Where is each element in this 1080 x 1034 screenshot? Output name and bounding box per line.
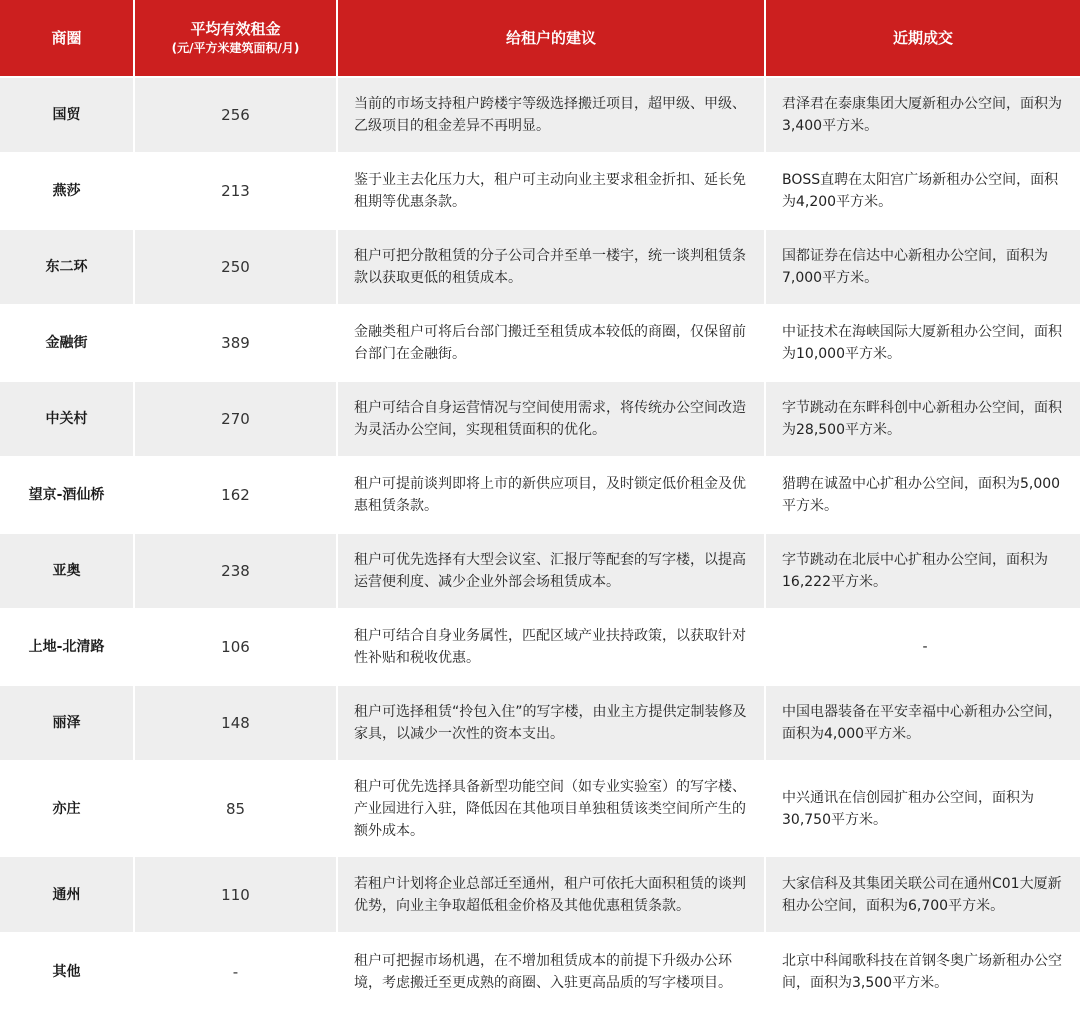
rent-cell: 148 xyxy=(135,686,338,762)
district-cell: 亦庄 xyxy=(0,762,135,857)
rent-cell: 106 xyxy=(135,610,338,686)
district-cell: 丽泽 xyxy=(0,686,135,762)
advice-cell: 租户可选择租赁“拎包入住”的写字楼，由业主方提供定制装修及家具，以减少一次性的资本支出。 xyxy=(338,686,766,762)
district-cell: 金融街 xyxy=(0,306,135,382)
header-rent xyxy=(135,0,338,78)
advice-cell: 当前的市场支持租户跨楼宇等级选择搬迁项目，超甲级、甲级、乙级项目的租金差异不再明显。 xyxy=(338,78,766,154)
deal-cell: - xyxy=(766,610,1080,686)
rent-cell: 250 xyxy=(135,230,338,306)
header-advice xyxy=(338,0,766,78)
advice-cell: 租户可优先选择具备新型功能空间（如专业实验室）的写字楼、产业园进行入驻，降低因在其他项目单独租赁该类空间所产生的额外成本。 xyxy=(338,762,766,857)
deal-cell: 中国电器装备在平安幸福中心新租办公空间，面积为4,000平方米。 xyxy=(766,686,1080,762)
deal-cell: 猎聘在诚盈中心扩租办公空间，面积为5,000平方米。 xyxy=(766,458,1080,534)
advice-cell: 租户可把握市场机遇，在不增加租赁成本的前提下升级办公环境，考虑搬迁至更成熟的商圈、入驻更高品质的写字楼项目。 xyxy=(338,934,766,1010)
header-rent-unit: (元/平方米建筑面积/月) xyxy=(171,41,300,55)
rent-cell: - xyxy=(135,934,338,1010)
deal-cell: 中兴通讯在信创园扩租办公空间，面积为30,750平方米。 xyxy=(766,762,1080,857)
rent-cell: 213 xyxy=(135,154,338,230)
deal-cell: 大家信科及其集团关联公司在通州C01大厦新租办公空间，面积为6,700平方米。 xyxy=(766,857,1080,934)
deal-cell: BOSS直聘在太阳宫广场新租办公空间，面积为4,200平方米。 xyxy=(766,154,1080,230)
advice-cell: 租户可结合自身业务属性，匹配区域产业扶持政策，以获取针对性补贴和税收优惠。 xyxy=(338,610,766,686)
advice-cell: 租户可优先选择有大型会议室、汇报厅等配套的写字楼，以提高运营便利度、减少企业外部会场租赁成本。 xyxy=(338,534,766,610)
district-cell: 其他 xyxy=(0,934,135,1010)
rent-cell: 256 xyxy=(135,78,338,154)
district-cell: 东二环 xyxy=(0,230,135,306)
header-deals xyxy=(766,0,1080,78)
deal-cell: 君泽君在泰康集团大厦新租办公空间，面积为3,400平方米。 xyxy=(766,78,1080,154)
advice-cell: 若租户计划将企业总部迁至通州，租户可依托大面积租赁的谈判优势，向业主争取超低租金价格及其他优惠租赁条款。 xyxy=(338,857,766,934)
advice-cell: 鉴于业主去化压力大，租户可主动向业主要求租金折扣、延长免租期等优惠条款。 xyxy=(338,154,766,230)
district-cell: 通州 xyxy=(0,857,135,934)
rent-cell: 238 xyxy=(135,534,338,610)
deal-cell: 国都证券在信达中心新租办公空间，面积为7,000平方米。 xyxy=(766,230,1080,306)
rent-cell: 162 xyxy=(135,458,338,534)
header-district xyxy=(0,0,135,78)
rent-cell: 110 xyxy=(135,857,338,934)
header-rent-title: 平均有效租金 xyxy=(190,20,281,38)
rent-cell: 85 xyxy=(135,762,338,857)
rent-cell: 389 xyxy=(135,306,338,382)
deal-cell: 中证技术在海峡国际大厦新租办公空间，面积为10,000平方米。 xyxy=(766,306,1080,382)
district-cell: 国贸 xyxy=(0,78,135,154)
deal-cell: 字节跳动在北辰中心扩租办公空间，面积为16,222平方米。 xyxy=(766,534,1080,610)
deal-cell: 北京中科闻歌科技在首钢冬奥广场新租办公空间，面积为3,500平方米。 xyxy=(766,934,1080,1010)
rent-cell: 270 xyxy=(135,382,338,458)
district-cell: 燕莎 xyxy=(0,154,135,230)
advice-cell: 租户可结合自身运营情况与空间使用需求，将传统办公空间改造为灵活办公空间，实现租赁面积的优化。 xyxy=(338,382,766,458)
advice-cell: 金融类租户可将后台部门搬迁至租赁成本较低的商圈，仅保留前台部门在金融街。 xyxy=(338,306,766,382)
advice-cell: 租户可把分散租赁的分子公司合并至单一楼宇，统一谈判租赁条款以获取更低的租赁成本。 xyxy=(338,230,766,306)
deal-cell: 字节跳动在东畔科创中心新租办公空间，面积为28,500平方米。 xyxy=(766,382,1080,458)
district-cell: 望京-酒仙桥 xyxy=(0,458,135,534)
advice-cell: 租户可提前谈判即将上市的新供应项目，及时锁定低价租金及优惠租赁条款。 xyxy=(338,458,766,534)
district-cell: 中关村 xyxy=(0,382,135,458)
district-cell: 亚奥 xyxy=(0,534,135,610)
header-deals-label: 近期成交 xyxy=(892,29,953,47)
district-cell: 上地-北清路 xyxy=(0,610,135,686)
header-district-label: 商圈 xyxy=(51,29,82,47)
header-advice-label: 给租户的建议 xyxy=(505,29,596,47)
